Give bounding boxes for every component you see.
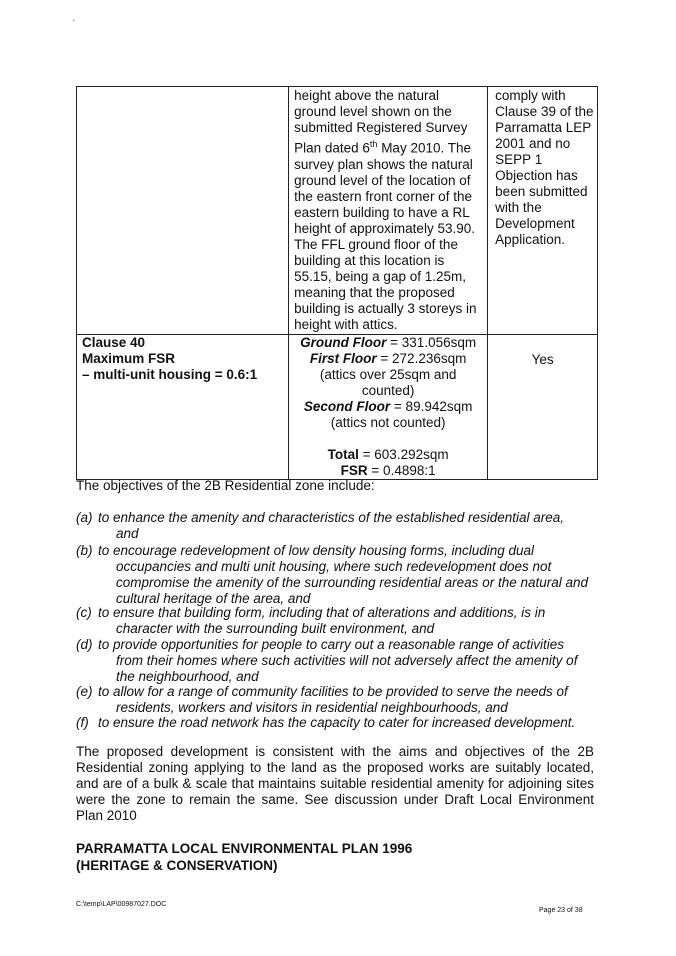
clause-detail: – multi-unit housing = 0.6:1 [82, 366, 258, 382]
objective-item: (d) to provide opportunities for people to carry out a reasonable range of activities from their homes where such activities will not adversely affect the amenity of the neighbourhood, and [76, 637, 578, 684]
table-cell-description: height above the natural ground level shown on the submitted Registered Survey Plan dated 6th May 2010. The survey plan shows the natural ground level of the location of the eastern front corner of the eastern building to have a RL height of approximately 53.90. The FFL ground floor of the building at this location is 55.15, being a gap of 1.25m, meaning that the proposed building is actually 3 storeys in height with attics. [289, 87, 488, 335]
objective-item: (f) to ensure the road network has the capacity to cater for increased development. [76, 715, 576, 730]
objective-item: (b) to encourage redevelopment of low density housing forms, including dual occupancies and multi unit housing, where such redevelopment does not compromise the amenity of the surrounding residential areas or the natural and cultural heritage of the area, and [76, 543, 589, 606]
table-cell-clause [77, 334, 289, 479]
table-row [77, 87, 598, 335]
page-mark: ' [73, 18, 75, 28]
objective-item: (c) to ensure that building form, including that of alterations and additions, is in character with the surrounding built environment, and [76, 605, 546, 636]
objective-item: (e) to allow for a range of community facilities to be provided to serve the needs of residents, workers and visitors in residential neighbourhoods, and [76, 684, 568, 715]
clause-number: Clause 40 [82, 334, 146, 350]
table-row [77, 334, 598, 479]
objective-item: (a) to enhance the amenity and characteristics of the established residential area, and [76, 510, 565, 541]
consistency-paragraph: The proposed development is consistent with the aims and objectives of the 2B Residential zoning applying to the land as the proposed works are suitably located, and are of a bulk & scale that maintains suitable residential amenity for adjoining sites were the zone to remain the same. See discussion under Draft Local Environment Plan 2010 [76, 744, 594, 823]
table-cell-compliance: Yes [488, 334, 598, 479]
footer-page-number: Page 23 of 38 [539, 907, 583, 914]
table-cell-fsr-calculation: Ground Floor = 331.056sqm First Floor = 272.236sqm (attics over 25sqm and counted) Second Floor = 89.942sqm (attics not counted) Total = 603.292sqm FSR = 0.4898:1 [289, 334, 488, 479]
footer-file-path: C:\temp\LAP\00987027.DOC [76, 901, 167, 908]
table-cell-empty [77, 87, 289, 335]
compliance-table [76, 86, 598, 480]
table-cell-compliance: comply with Clause 39 of the Parramatta LEP 2001 and no SEPP 1 Objection has been submitted with the Development Application. [488, 87, 598, 335]
section-heading: PARRAMATTA LOCAL ENVIRONMENTAL PLAN 1996 (HERITAGE & CONSERVATION) [76, 841, 413, 873]
clause-title: Maximum FSR [82, 350, 176, 366]
objectives-intro: The objectives of the 2B Residential zone include: [76, 478, 375, 493]
